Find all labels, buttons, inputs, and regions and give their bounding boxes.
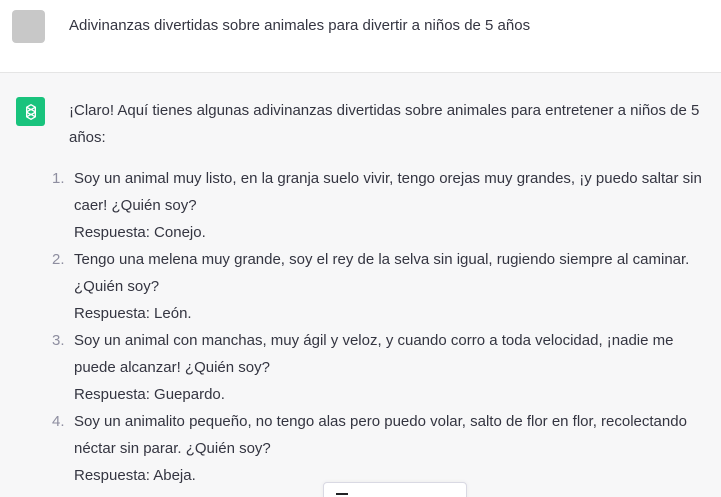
riddle-item (52, 165, 711, 246)
riddle-text: Soy un animal muy listo, en la granja suelo vivir, tengo orejas muy grandes, ¡y puedo saltar sin caer! ¿Quién soy? (74, 170, 702, 214)
riddle-answer: Respuesta: Guepardo. (74, 386, 225, 403)
riddle-item (52, 408, 711, 489)
riddle-list (52, 165, 711, 489)
riddle-text: Soy un animal con manchas, muy ágil y veloz, y cuando corro a toda velocidad, ¡nadie me puede alcanzar! ¿Quién soy? (74, 332, 674, 376)
user-avatar (12, 10, 45, 43)
openai-logo-icon (21, 102, 41, 122)
riddle-item (52, 327, 711, 408)
user-message-row (0, 0, 721, 73)
riddle-item (52, 246, 711, 327)
riddle-text: Tengo una melena muy grande, soy el rey de la selva sin igual, rugiendo siempre al caminar. ¿Quién soy? (74, 251, 690, 295)
riddle-answer: Respuesta: Conejo. (74, 224, 206, 241)
riddle-number: 4. (52, 413, 65, 430)
riddle-answer: Respuesta: Abeja. (74, 467, 196, 484)
riddle-number: 2. (52, 251, 65, 268)
riddle-answer: Respuesta: León. (74, 305, 192, 322)
regenerate-button[interactable] (323, 482, 467, 497)
regenerate-icon (336, 493, 348, 495)
user-message-text: Adivinanzas divertidas sobre animales para divertir a niños de 5 años (69, 17, 531, 34)
riddle-number: 3. (52, 332, 65, 349)
riddle-text: Soy un animalito pequeño, no tengo alas pero puedo volar, salto de flor en flor, recolectando néctar sin parar. ¿Quién soy? (74, 413, 687, 457)
assistant-message-row (0, 73, 721, 497)
assistant-avatar (16, 97, 45, 126)
assistant-intro: ¡Claro! Aquí tienes algunas adivinanzas divertidas sobre animales para entretener a niños de 5 años: (69, 102, 700, 146)
riddle-number: 1. (52, 170, 65, 187)
assistant-message-content (52, 97, 711, 489)
